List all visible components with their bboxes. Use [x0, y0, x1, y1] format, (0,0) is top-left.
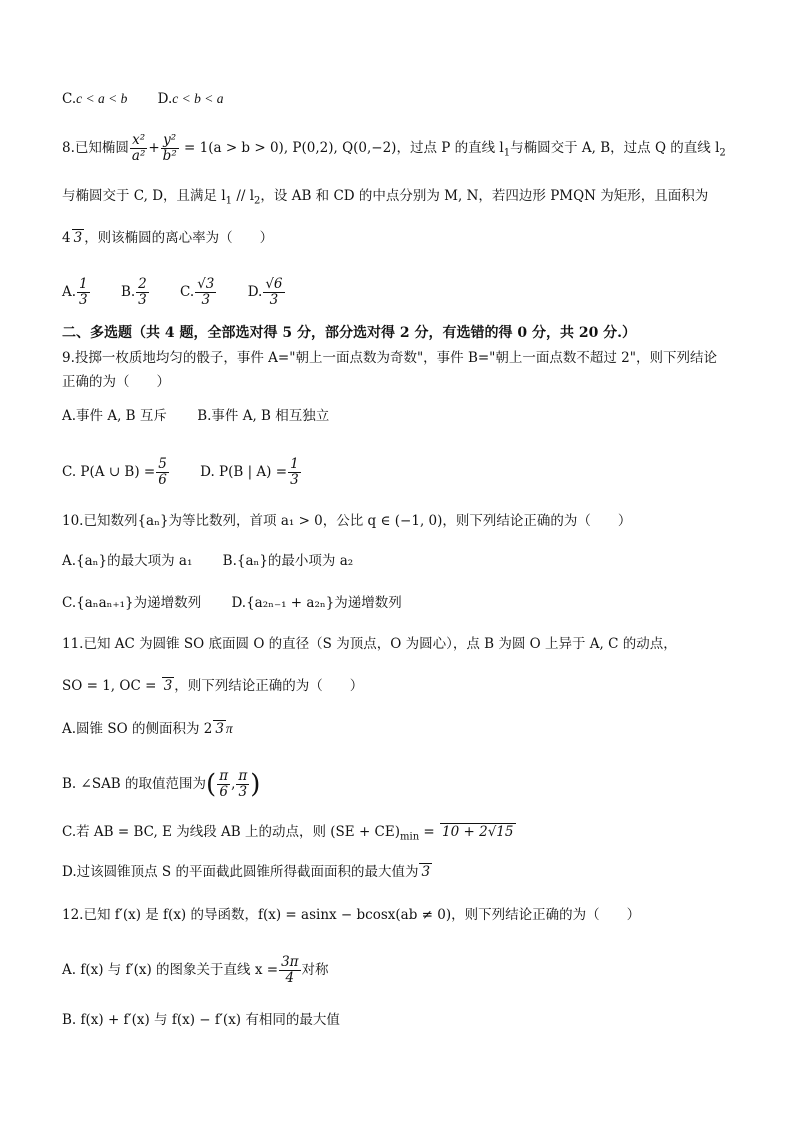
- q8-stem-line2: 与椭圆交于 C, D，且满足 $l_1 // l_2$，设 AB 和 CD 的中点分别为 M, N，若四边形 PMQN 为矩形，且面积为: [62, 188, 709, 207]
- q10-options-ab: [62, 551, 379, 571]
- q9-options-ab: [62, 406, 355, 426]
- q8-option-d: D. $\frac{√6}{3}$: [247, 276, 283, 308]
- q9-stem-line1: 9.投掷一枚质地均匀的骰子，事件 A="朝上一面点数为奇数"，事件 B="朝上一面点数不超过 2"，则下列结论: [62, 350, 717, 366]
- q8-option-a: A. $\frac{1}{3}$: [62, 276, 88, 308]
- y2-over-b2: $\frac{\text{y²}}{\text{b²}}$: [162, 132, 177, 164]
- section-heading-multiple-choice: 二、多选题（共 4 题，全部选对得 5 分，部分选对得 2 分，有选错的得 0 分，共 20 分.）: [62, 325, 637, 341]
- q11-stem-line2: SO = 1, OC = 3 ，则下列结论正确的为（ ）: [62, 678, 364, 694]
- q11-option-a: A.圆锥 SO 的侧面积为 2 3 π: [62, 721, 233, 737]
- q12-option-b: B. f(x) + f′(x) 与 f(x) − f′(x) 有相同的最大值: [62, 1012, 340, 1028]
- q8-options: [62, 277, 312, 308]
- q11-option-b: B. ∠SAB 的取值范围为( $\frac{\pi}{6}$ , $\frac{\pi}{3}$ ): [62, 768, 261, 800]
- q9-option-c: C. P(A ∪ B) = $\frac{5}{6}$: [62, 456, 167, 488]
- q11-stem-line1: 11.已知 AC 为圆锥 SO 底面圆 O 的直径（S 为顶点，O 为圆心），点 B 为圆 O 上异于 A, C 的动点，: [62, 636, 677, 652]
- q7-option-d: D.c < b < a: [157, 91, 224, 107]
- q10-option-c: C.{aₙaₙ₊₁}为递增数列: [62, 595, 202, 611]
- q9-option-b: B.事件 A, B 相互独立: [197, 408, 330, 424]
- q10-stem: 10.已知数列{aₙ}为等比数列，首项 a₁ > 0，公比 q ∈ (−1, 0)，则下列结论正确的为（ ）: [62, 513, 632, 529]
- q11-option-d: D.过该圆锥顶点 S 的平面截此圆锥所得截面面积的最大值为 3: [62, 864, 431, 880]
- q12-option-a: A. f(x) 与 f′(x) 的图象关于直线 x = $\frac{3\pi}{4}$ 对称: [62, 954, 329, 986]
- q8-stem-line1: 8.已知椭圆 $\frac{\text{x²}}{\text{a²}}$ + $\frac{\text{y²}}{\text{b²}}$ = 1(a > b > 0), P(0,2), Q(0,−2)，过点 P 的直线 $l_1$与椭圆交于 A, B，过点 Q 的直线 $l_2$: [62, 132, 726, 164]
- q8-option-b: B. $\frac{2}{3}$: [120, 276, 147, 308]
- q8-stem-line3: 4 3 ，则该椭圆的离心率为（ ）: [62, 230, 274, 246]
- x2-over-a2: $\frac{\text{x²}}{\text{a²}}$: [131, 132, 146, 164]
- q10-options-cd: [62, 593, 428, 613]
- q10-option-b: B.{aₙ}的最小项为 a₂: [222, 553, 354, 569]
- q7-option-c: C.c < a < b: [62, 91, 128, 107]
- q11-option-c: C.若 AB = BC, E 为线段 AB 上的动点，则 $(SE + CE)_{min} = 10 + 2√15$: [62, 824, 514, 843]
- q9-stem-line2: 正确的为（ ）: [62, 374, 170, 390]
- q12-stem: 12.已知 f′(x) 是 f(x) 的导函数，f(x) = asinx − bcosx(ab ≠ 0)，则下列结论正确的为（ ）: [62, 907, 641, 923]
- q10-option-d: D.{a₂ₙ₋₁ + a₂ₙ}为递增数列: [231, 595, 402, 611]
- q9-option-d: D. P(B | A) = $\frac{1}{3}$: [200, 456, 299, 488]
- q7-options: [62, 89, 250, 109]
- q9-option-a: A.事件 A, B 互斥: [62, 408, 167, 424]
- q10-option-a: A.{aₙ}的最大项为 a₁: [62, 553, 193, 569]
- q9-options-cd: [62, 457, 328, 488]
- q8-option-c: C. $\frac{√3}{3}$: [180, 276, 215, 308]
